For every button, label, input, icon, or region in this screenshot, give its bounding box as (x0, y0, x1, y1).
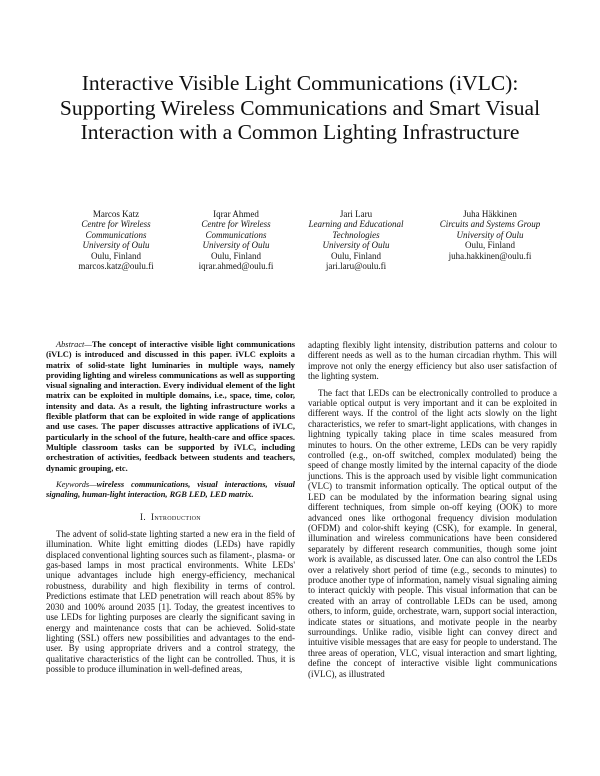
keywords-text: wireless communications, visual interactions, visual signaling, human-light interaction, RGB LED, LED matrix. (46, 479, 295, 500)
author-affiliation: Learning and Educational (308, 219, 404, 230)
author-location: Oulu, Finland (90, 250, 141, 261)
author-location: Oulu, Finland (330, 250, 381, 261)
body-paragraph: adapting flexibly light intensity, distribution patterns and colour to different needs as well as to the human circadian rhythm. This will improve not only the energy efficiency but also user satisfaction of the lighting system. (308, 340, 557, 382)
author-name: Marcos Katz (92, 209, 140, 219)
section-number: I. (140, 512, 146, 523)
section-title: Introduction (151, 512, 201, 523)
keywords (46, 480, 295, 501)
author-name: Jari Laru (339, 209, 373, 219)
author-affiliation: Communications (85, 229, 147, 240)
author-affiliation: Centre for Wireless (201, 219, 271, 230)
author-name: Juha Häkkinen (463, 209, 517, 219)
keywords-label: Keywords— (56, 479, 97, 489)
author-university: University of Oulu (456, 229, 524, 240)
section-heading (46, 512, 295, 522)
author-email: jari.laru@oulu.fi (325, 261, 387, 272)
author-location: Oulu, Finland (210, 250, 261, 261)
author-affiliation: Technologies (332, 229, 380, 240)
paper-title: Interactive Visible Light Communications (iVLC): Supporting Wireless Communications and Smart Visual Interaction with a Common Lighting Infrastructure (59, 71, 541, 144)
author-block (171, 209, 301, 271)
left-column (46, 340, 295, 675)
author-university: University of Oulu (202, 240, 270, 251)
author-affiliation: Communications (205, 229, 267, 240)
abstract-label: Abstract— (56, 340, 92, 349)
abstract-text: The concept of interactive visible light communications (iVLC) is introduced and discussed in this paper. iVLC exploits a matrix of solid-state light luminaries in multiple ways, namely providing lighting and wireless communications as well as supporting visual signaling and interaction. Every individual element of the light matrix can be exploited in multiple domains, i.e., space, time, color, intensity and data. As a result, the lighting infrastructure works a flexible platform that can be exploited in wide range of applications and use cases. The paper discusses attractive applications of iVLC, particularly in the school of the future, health-care and office spaces. Multiple classroom tasks can be supported by iVLC, including orchestration of activities, feedback between students and teachers, dynamic grouping, etc. (46, 340, 295, 473)
author-block (51, 209, 181, 271)
author-university: University of Oulu (322, 240, 390, 251)
right-column (308, 340, 557, 679)
body-paragraph: The advent of solid-state lighting started a new era in the field of illumination. White light emitting diodes (LEDs) have rapidly displaced conventional lighting sources such as filament-, plasma- or gas-based lamps in most practical environments. White LEDs' unique advantages include high energy-efficiency, mechanical robustness, durability and high flexibility in terms of control. Predictions estimate that LED penetration will reach about 85% by 2030 and 100% around 2035 [1]. Today, the greatest incentives to use LEDs for lighting purposes are clearly the significant saving in energy and maintenance costs that can be achieved. Solid-state lighting (SSL) offers new possibilities and advantages to the end-user. By using appropriate drivers and a control strategy, the qualitative characteristics of the light can be controlled. Thus, it is possible to produce illumination in well-defined areas, (46, 528, 295, 675)
author-block (425, 209, 555, 261)
author-block (291, 209, 421, 271)
author-email: marcos.katz@oulu.fi (78, 261, 154, 272)
author-location: Oulu, Finland (464, 240, 515, 251)
author-affiliation: Centre for Wireless (81, 219, 151, 230)
author-email: iqrar.ahmed@oulu.fi (198, 261, 274, 272)
author-affiliation: Circuits and Systems Group (439, 219, 541, 230)
body-paragraph: The fact that LEDs can be electronically controlled to produce a variable optical output is very important and it can be exploited in different ways. If the control of the light acts slowly on the light characteristics, we refer to smart-light applications, with changes in lightning typically taking place in time scales measured from minutes to hours. On the other extreme, LEDs can be very rapidly controlled (e.g., on-off switched, complex modulated) being the speed of change mostly limited by the internal capacity of the diode junctions. This is the approach used by visible light communication (VLC) to transmit information optically. The optical output of the LED can be modulated by the information bearing signal using different techniques, from simple on-off keying (OOK) to more advanced ones like orthogonal frequency division modulation (OFDM) and color-shift keying (CSK), for example. In general, illumination and wireless communications have been considered separately by different research communities, though some joint work is available, as discussed later. One can also control the LEDs over a relatively short period of time (e.g., seconds to minutes) to produce another type of information, namely visual signaling aiming to interact quickly with people. This visual information that can be created with an array of controllable LEDs can be used, among others, to inform, guide, orchestrate, warn, support social interaction, indicate states or situations, and motivate people in the nearby surroundings. Unlike radio, visible light can convey direct and intuitive visible messages that are easy for people to understand. The three areas of operation, VLC, visual interaction and smart lighting, define the concept of interactive visible light communications (iVLC), as illustrated (308, 387, 557, 679)
author-email: juha.hakkinen@oulu.fi (448, 250, 532, 261)
author-name: Iqrar Ahmed (213, 209, 259, 219)
author-university: University of Oulu (82, 240, 150, 251)
abstract (46, 340, 295, 474)
